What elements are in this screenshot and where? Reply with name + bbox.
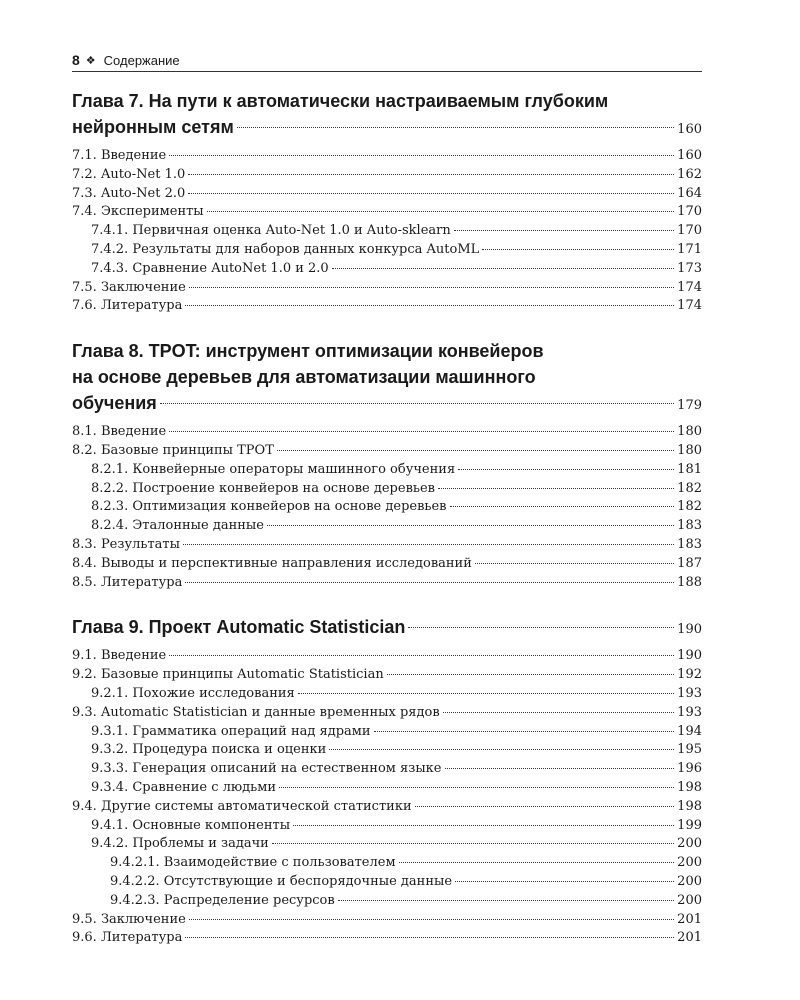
toc-entry[interactable]	[72, 461, 702, 480]
toc-entry[interactable]	[72, 892, 702, 911]
toc-entry[interactable]	[72, 685, 702, 704]
chapter-title: обучения	[72, 393, 157, 414]
toc-entry-label: 9.6. Литература	[72, 930, 183, 946]
toc-entry-page-number: 188	[677, 574, 702, 590]
toc-entry-page-number: 174	[677, 279, 702, 295]
toc-entry-label: 8.1. Введение	[72, 424, 167, 440]
toc-entry[interactable]	[72, 147, 702, 166]
toc-entry[interactable]	[72, 423, 702, 442]
toc-entry-page-number: 193	[677, 685, 702, 701]
toc-entry-page-number: 194	[677, 723, 702, 739]
dot-leader	[207, 211, 675, 212]
dot-leader	[458, 469, 674, 470]
toc-entry[interactable]	[72, 704, 702, 723]
dot-leader	[445, 768, 675, 769]
dot-leader	[455, 881, 674, 882]
toc-entry-label: 9.4.2.2. Отсутствующие и беспорядочные данные	[110, 873, 453, 889]
dot-leader	[443, 712, 675, 713]
toc-entry-page-number: 200	[677, 855, 702, 871]
toc-entry-page-number: 173	[677, 260, 702, 276]
dot-leader	[169, 655, 674, 656]
toc-entry-label: 9.2.1. Похожие исследования	[91, 685, 295, 701]
toc-entry-page-number: 193	[677, 704, 702, 720]
toc-entry-page-number: 180	[677, 442, 702, 458]
dot-leader	[329, 749, 674, 750]
toc-entry-page-number: 181	[677, 461, 702, 477]
dot-leader	[188, 193, 674, 194]
toc-entry[interactable]	[72, 854, 702, 873]
dot-leader	[169, 155, 674, 156]
chapter-title-line: Глава 7. На пути к автоматически настраиваемым глубоким	[72, 91, 609, 111]
toc-entry-label: 8.4. Выводы и перспективные направления исследований	[72, 555, 472, 571]
chapter-page-number: 160	[677, 122, 702, 137]
running-header	[72, 49, 702, 72]
toc-entry-page-number: 198	[677, 779, 702, 795]
toc-entry[interactable]	[72, 222, 702, 241]
dot-leader	[399, 862, 675, 863]
dot-leader	[279, 787, 674, 788]
dot-leader	[450, 506, 675, 507]
dot-leader	[189, 287, 674, 288]
dot-leader	[293, 825, 674, 826]
toc-entry[interactable]	[72, 442, 702, 461]
toc-entry-page-number: 199	[677, 817, 702, 833]
header-page-number: 8	[72, 52, 80, 68]
header-title: Содержание	[103, 52, 180, 68]
dot-leader	[183, 544, 674, 545]
ornament-icon: ❖	[85, 54, 96, 67]
toc-entry-label: 7.4.1. Первичная оценка Auto-Net 1.0 и Auto-sklearn	[91, 223, 451, 239]
toc-entry-page-number: 200	[677, 873, 702, 889]
dot-leader	[188, 174, 674, 175]
toc-entry-label: 7.1. Введение	[72, 148, 167, 163]
toc-entry-page-number: 164	[677, 185, 702, 201]
toc-entry[interactable]	[72, 817, 702, 836]
toc-entry[interactable]	[72, 517, 702, 536]
dot-leader	[415, 806, 675, 807]
dot-leader	[408, 627, 674, 628]
toc-entry-page-number: 182	[677, 480, 702, 496]
chapter-page-number: 179	[677, 398, 702, 414]
toc-entry-label: 9.5. Заключение	[72, 911, 186, 927]
toc-entry-label: 8.2.2. Построение конвейеров на основе деревьев	[91, 480, 435, 496]
dot-leader	[482, 249, 674, 250]
toc-entry-page-number: 160	[677, 148, 702, 163]
toc-entry-label: 9.3. Automatic Statistician и данные временных рядов	[72, 704, 440, 720]
chapter-heading-row[interactable]	[72, 114, 702, 143]
toc-entry-label: 9.4. Другие системы автоматической статистики	[72, 798, 412, 814]
toc-entry-label: 9.4.1. Основные компоненты	[91, 817, 291, 833]
toc-entry[interactable]	[72, 480, 702, 499]
dot-leader	[185, 937, 674, 938]
toc-entry-page-number: 198	[677, 798, 702, 814]
toc-entry-page-number: 195	[677, 742, 702, 758]
toc-entry-page-number: 200	[677, 892, 702, 908]
toc-entry-label: 8.3. Результаты	[72, 536, 180, 552]
chapter-title-line: на основе деревьев для автоматизации машинного	[72, 367, 536, 388]
table-of-contents	[72, 88, 702, 970]
toc-entry-label: 9.1. Введение	[72, 648, 167, 664]
toc-entry-page-number: 187	[677, 555, 702, 571]
toc-entry[interactable]	[72, 835, 702, 854]
toc-entry-label: 8.2. Базовые принципы TPOT	[72, 442, 274, 458]
dot-leader	[374, 731, 675, 732]
toc-entry[interactable]	[72, 241, 702, 260]
toc-entry[interactable]	[72, 779, 702, 798]
toc-entry-page-number: 170	[677, 223, 702, 239]
toc-entry-label: 7.4.3. Сравнение AutoNet 1.0 и 2.0	[91, 260, 329, 276]
dot-leader	[267, 525, 674, 526]
chapter-title-line: Глава 8. TPOT: инструмент оптимизации конвейеров	[72, 341, 544, 362]
toc-entry[interactable]	[72, 929, 702, 948]
chapter-page-number: 190	[677, 622, 702, 638]
toc-entry[interactable]	[72, 911, 702, 930]
chapter-block	[72, 614, 702, 948]
chapter-title: нейронным сетям	[72, 117, 234, 137]
toc-entry[interactable]	[72, 741, 702, 760]
toc-entry[interactable]	[72, 166, 702, 185]
dot-leader	[454, 230, 674, 231]
toc-entry[interactable]	[72, 723, 702, 742]
toc-entry-page-number: 174	[677, 298, 702, 314]
dot-leader	[277, 450, 674, 451]
toc-entry-label: 9.2. Базовые принципы Automatic Statistician	[72, 667, 384, 683]
toc-entry[interactable]	[72, 666, 702, 685]
toc-entry-label: 9.3.3. Генерация описаний на естественном языке	[91, 761, 442, 777]
dot-leader	[438, 488, 674, 489]
toc-entry-label: 7.5. Заключение	[72, 279, 186, 295]
toc-entry-label: 9.3.4. Сравнение с людьми	[91, 779, 277, 795]
toc-entry[interactable]	[72, 760, 702, 779]
toc-entry-label: 9.3.2. Процедура поиска и оценки	[91, 742, 327, 758]
toc-entry-label: 9.4.2. Проблемы и задачи	[91, 836, 269, 852]
dot-leader	[332, 268, 674, 269]
toc-entry-page-number: 183	[677, 518, 702, 534]
toc-entry-label: 7.4.2. Результаты для наборов данных конкурса AutoML	[91, 241, 480, 257]
toc-entry-page-number: 162	[677, 166, 702, 182]
toc-entry[interactable]	[72, 536, 702, 555]
toc-entry-page-number: 201	[677, 930, 702, 946]
toc-entry-page-number: 192	[677, 667, 702, 683]
toc-entry-label: 9.4.2.1. Взаимодействие с пользователем	[110, 855, 396, 871]
toc-entry-label: 7.3. Auto-Net 2.0	[72, 185, 186, 201]
chapter-heading-row[interactable]	[72, 614, 702, 643]
toc-entry-page-number: 201	[677, 911, 702, 927]
dot-leader	[169, 431, 674, 432]
dot-leader	[189, 919, 674, 920]
dot-leader	[387, 674, 674, 675]
toc-entry-page-number: 180	[677, 424, 702, 440]
toc-entry-page-number: 170	[677, 204, 702, 220]
toc-entry-label: 9.3.1. Грамматика операций над ядрами	[91, 723, 371, 739]
toc-entry[interactable]	[72, 279, 702, 298]
toc-entry-page-number: 183	[677, 536, 702, 552]
toc-entry[interactable]	[72, 203, 702, 222]
toc-entry-label: 9.4.2.3. Распределение ресурсов	[110, 892, 335, 908]
dot-leader	[237, 127, 674, 128]
toc-entry[interactable]	[72, 185, 702, 204]
toc-entry[interactable]	[72, 297, 702, 316]
toc-entry-page-number: 171	[677, 241, 702, 257]
chapter-block	[72, 338, 702, 592]
toc-entry-label: 7.4. Эксперименты	[72, 204, 204, 220]
toc-entry-page-number: 182	[677, 499, 702, 515]
dot-leader	[338, 900, 674, 901]
dot-leader	[185, 582, 674, 583]
toc-entry-label: 7.2. Auto-Net 1.0	[72, 166, 186, 182]
toc-entry-label: 7.6. Литература	[72, 298, 183, 314]
chapter-title: Глава 9. Проект Automatic Statistician	[72, 617, 406, 638]
chapter-block	[72, 88, 702, 316]
dot-leader	[160, 403, 674, 404]
toc-entry[interactable]	[72, 798, 702, 817]
toc-entry-page-number: 200	[677, 836, 702, 852]
dot-leader	[298, 693, 674, 694]
toc-entry[interactable]	[72, 498, 702, 517]
dot-leader	[272, 843, 674, 844]
toc-entry-page-number: 196	[677, 761, 702, 777]
toc-entry-label: 8.2.3. Оптимизация конвейеров на основе деревьев	[91, 499, 447, 515]
toc-entry-label: 8.2.4. Эталонные данные	[91, 518, 264, 534]
toc-entry-label: 8.2.1. Конвейерные операторы машинного обучения	[91, 461, 456, 477]
toc-entry[interactable]	[72, 574, 702, 593]
toc-entry[interactable]	[72, 873, 702, 892]
dot-leader	[185, 305, 674, 306]
toc-entry[interactable]	[72, 647, 702, 666]
dot-leader	[475, 563, 674, 564]
toc-entry[interactable]	[72, 260, 702, 279]
toc-entry[interactable]	[72, 555, 702, 574]
toc-entry-page-number: 190	[677, 648, 702, 664]
chapter-heading-row[interactable]	[72, 390, 702, 419]
toc-entry-label: 8.5. Литература	[72, 574, 183, 590]
